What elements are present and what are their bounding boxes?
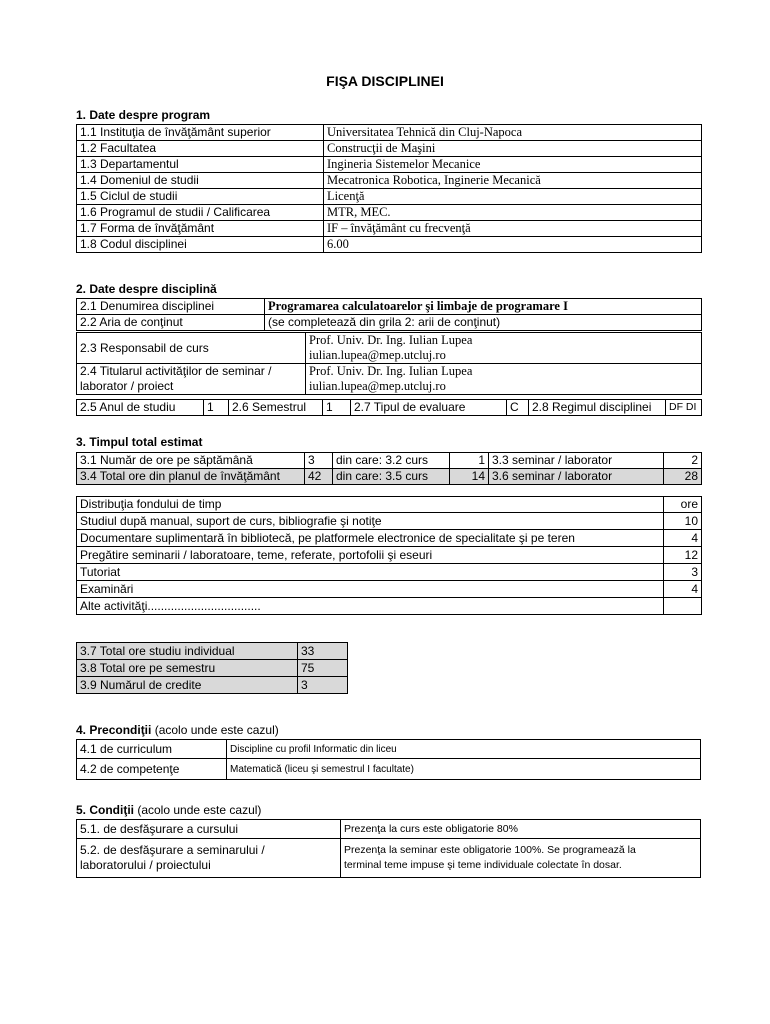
table-row bbox=[77, 125, 702, 141]
cell-label: 4.1 de curriculum bbox=[77, 740, 227, 759]
table-row bbox=[77, 173, 702, 189]
table-row bbox=[77, 839, 701, 878]
preconditions-table bbox=[76, 739, 701, 780]
cell-value: Matematică (liceu şi semestrul I facultate) bbox=[227, 759, 701, 780]
cell-label: 3.4 Total ore din planul de învăţământ bbox=[77, 469, 305, 485]
section-1-heading: 1. Date despre program bbox=[76, 108, 211, 122]
table-row bbox=[77, 205, 702, 221]
cell-value: C bbox=[507, 400, 529, 416]
cell-label: 1.5 Ciclul de studii bbox=[77, 189, 324, 205]
cell-label: 5.1. de desfăşurare a cursului bbox=[77, 820, 341, 839]
section-4-heading bbox=[76, 723, 279, 737]
discipline-table-responsible bbox=[76, 332, 702, 395]
value-line: terminal teme impuse şi teme individuale colectate în dosar. bbox=[344, 859, 622, 871]
titular-email: iulian.lupea@mep.utcluj.ro bbox=[309, 379, 446, 393]
cell-value bbox=[664, 598, 702, 615]
cell-label: 3.3 seminar / laborator bbox=[489, 453, 664, 469]
time-distribution-table bbox=[76, 496, 702, 615]
cell-label bbox=[77, 364, 306, 395]
table-row bbox=[77, 547, 702, 564]
table-row bbox=[77, 469, 702, 485]
cell-value: MTR, MEC. bbox=[324, 205, 702, 221]
cell-value: Licenţă bbox=[324, 189, 702, 205]
label-line: laborator / proiect bbox=[80, 379, 174, 393]
cell-value: 6.00 bbox=[324, 237, 702, 253]
cell-label: din care: 3.5 curs bbox=[333, 469, 450, 485]
cell-value: IF – învăţământ cu frecvenţă bbox=[324, 221, 702, 237]
cell-label: Tutoriat bbox=[77, 564, 664, 581]
cell-label: 1.6 Programul de studii / Calificarea bbox=[77, 205, 324, 221]
table-row bbox=[77, 237, 702, 253]
table-row bbox=[77, 453, 702, 469]
cell-label: 1.3 Departamentul bbox=[77, 157, 324, 173]
cell-value: 1 bbox=[450, 453, 489, 469]
cell-value: 14 bbox=[450, 469, 489, 485]
cell-label: 2.2 Aria de conţinut bbox=[77, 315, 265, 331]
cell-value: 3 bbox=[298, 677, 348, 694]
cell-value: Prezenţa la curs este obligatorie 80% bbox=[341, 820, 701, 839]
cell-value: 4 bbox=[664, 581, 702, 598]
cell-label: 1.8 Codul disciplinei bbox=[77, 237, 324, 253]
cell-value: 75 bbox=[298, 660, 348, 677]
titular-name: Prof. Univ. Dr. Ing. Iulian Lupea bbox=[309, 364, 473, 378]
table-row bbox=[77, 820, 701, 839]
cell-value: Construcţii de Maşini bbox=[324, 141, 702, 157]
cell-label: 3.9 Numărul de credite bbox=[77, 677, 298, 694]
cell-value: 33 bbox=[298, 643, 348, 660]
cell-value: 42 bbox=[305, 469, 333, 485]
cell-label: 2.5 Anul de studiu bbox=[77, 400, 204, 416]
conditions-table bbox=[76, 819, 701, 878]
table-row bbox=[77, 364, 702, 395]
cell-label: din care: 3.2 curs bbox=[333, 453, 450, 469]
cell-value: 4 bbox=[664, 530, 702, 547]
cell-label: 2.8 Regimul disciplinei bbox=[529, 400, 666, 416]
cell-value: Mecatronica Robotica, Inginerie Mecanică bbox=[324, 173, 702, 189]
label-line: 2.4 Titularul activităţilor de seminar / bbox=[80, 364, 272, 378]
table-row bbox=[77, 564, 702, 581]
time-table bbox=[76, 452, 702, 485]
table-row bbox=[77, 157, 702, 173]
table-row bbox=[77, 581, 702, 598]
table-row bbox=[77, 759, 701, 780]
cell-value bbox=[306, 333, 702, 364]
table-row bbox=[77, 643, 348, 660]
cell-value: 3 bbox=[305, 453, 333, 469]
cell-label: Distribuţia fondului de timp bbox=[77, 497, 664, 513]
value-line: Prezenţa la seminar este obligatorie 100%. Se programează la bbox=[344, 844, 636, 856]
section-2-heading: 2. Date despre disciplină bbox=[76, 282, 217, 296]
discipline-name: Programarea calculatoarelor şi limbaje de programare I bbox=[265, 299, 702, 315]
discipline-table-bottom bbox=[76, 399, 702, 416]
cell-value: Discipline cu profil Informatic din liceu bbox=[227, 740, 701, 759]
cell-value: 1 bbox=[204, 400, 229, 416]
cell-value: Ingineria Sistemelor Mecanice bbox=[324, 157, 702, 173]
cell-label: 3.8 Total ore pe semestru bbox=[77, 660, 298, 677]
cell-label: 2.3 Responsabil de curs bbox=[77, 333, 306, 364]
cell-label: Examinări bbox=[77, 581, 664, 598]
cell-value: 10 bbox=[664, 513, 702, 530]
cell-value: 12 bbox=[664, 547, 702, 564]
cell-value: (se completează din grila 2: arii de conţinut) bbox=[265, 315, 702, 331]
cell-label: Pregătire seminarii / laboratoare, teme, referate, portofolii şi eseuri bbox=[77, 547, 664, 564]
table-row bbox=[77, 513, 702, 530]
heading-text: 5. Condiţii bbox=[76, 803, 134, 817]
heading-text: 4. Precondiţii bbox=[76, 723, 152, 737]
cell-label: 1.2 Facultatea bbox=[77, 141, 324, 157]
cell-label: 1.7 Forma de învăţământ bbox=[77, 221, 324, 237]
cell-label: 2.6 Semestrul bbox=[229, 400, 323, 416]
section-5-heading bbox=[76, 803, 261, 817]
table-row bbox=[77, 530, 702, 547]
heading-note: (acolo unde este cazul) bbox=[151, 723, 279, 737]
cell-value bbox=[341, 839, 701, 878]
cell-label: 2.1 Denumirea disciplinei bbox=[77, 299, 265, 315]
cell-value: 3 bbox=[664, 564, 702, 581]
heading-note: (acolo unde este cazul) bbox=[134, 803, 262, 817]
label-line: laboratorului / proiectului bbox=[80, 858, 211, 872]
table-row bbox=[77, 315, 702, 331]
table-row bbox=[77, 740, 701, 759]
program-table bbox=[76, 124, 702, 253]
table-row bbox=[77, 598, 702, 615]
cell-label: 3.6 seminar / laborator bbox=[489, 469, 664, 485]
cell-label: 3.1 Număr de ore pe săptămână bbox=[77, 453, 305, 469]
table-row bbox=[77, 189, 702, 205]
responsible-email: iulian.lupea@mep.utcluj.ro bbox=[309, 348, 446, 362]
cell-value bbox=[306, 364, 702, 395]
table-row bbox=[77, 299, 702, 315]
table-row bbox=[77, 400, 702, 416]
page-title: FIŞA DISCIPLINEI bbox=[326, 73, 444, 89]
table-row bbox=[77, 221, 702, 237]
discipline-table-top bbox=[76, 298, 702, 331]
cell-unit: ore bbox=[664, 497, 702, 513]
cell-label: Alte activităţi.................................. bbox=[77, 598, 664, 615]
table-row bbox=[77, 497, 702, 513]
cell-value: Universitatea Tehnică din Cluj-Napoca bbox=[324, 125, 702, 141]
table-row bbox=[77, 141, 702, 157]
cell-value: 28 bbox=[664, 469, 702, 485]
cell-label: 4.2 de competenţe bbox=[77, 759, 227, 780]
cell-value: 2 bbox=[664, 453, 702, 469]
table-row bbox=[77, 333, 702, 364]
cell-label: 3.7 Total ore studiu individual bbox=[77, 643, 298, 660]
table-row bbox=[77, 677, 348, 694]
cell-label: 1.4 Domeniul de studii bbox=[77, 173, 324, 189]
section-3-heading: 3. Timpul total estimat bbox=[76, 435, 203, 449]
label-line: 5.2. de desfăşurare a seminarului / bbox=[80, 843, 265, 857]
cell-label: 1.1 Instituţia de învăţământ superior bbox=[77, 125, 324, 141]
cell-label: 2.7 Tipul de evaluare bbox=[351, 400, 507, 416]
totals-table bbox=[76, 642, 348, 694]
cell-value: DF DI bbox=[666, 400, 702, 416]
responsible-name: Prof. Univ. Dr. Ing. Iulian Lupea bbox=[309, 333, 473, 347]
cell-value: 1 bbox=[323, 400, 351, 416]
cell-label bbox=[77, 839, 341, 878]
table-row bbox=[77, 660, 348, 677]
cell-label: Documentare suplimentară în bibliotecă, pe platformele electronice de specialitate şi pe teren bbox=[77, 530, 664, 547]
cell-label: Studiul după manual, suport de curs, bibliografie şi notiţe bbox=[77, 513, 664, 530]
